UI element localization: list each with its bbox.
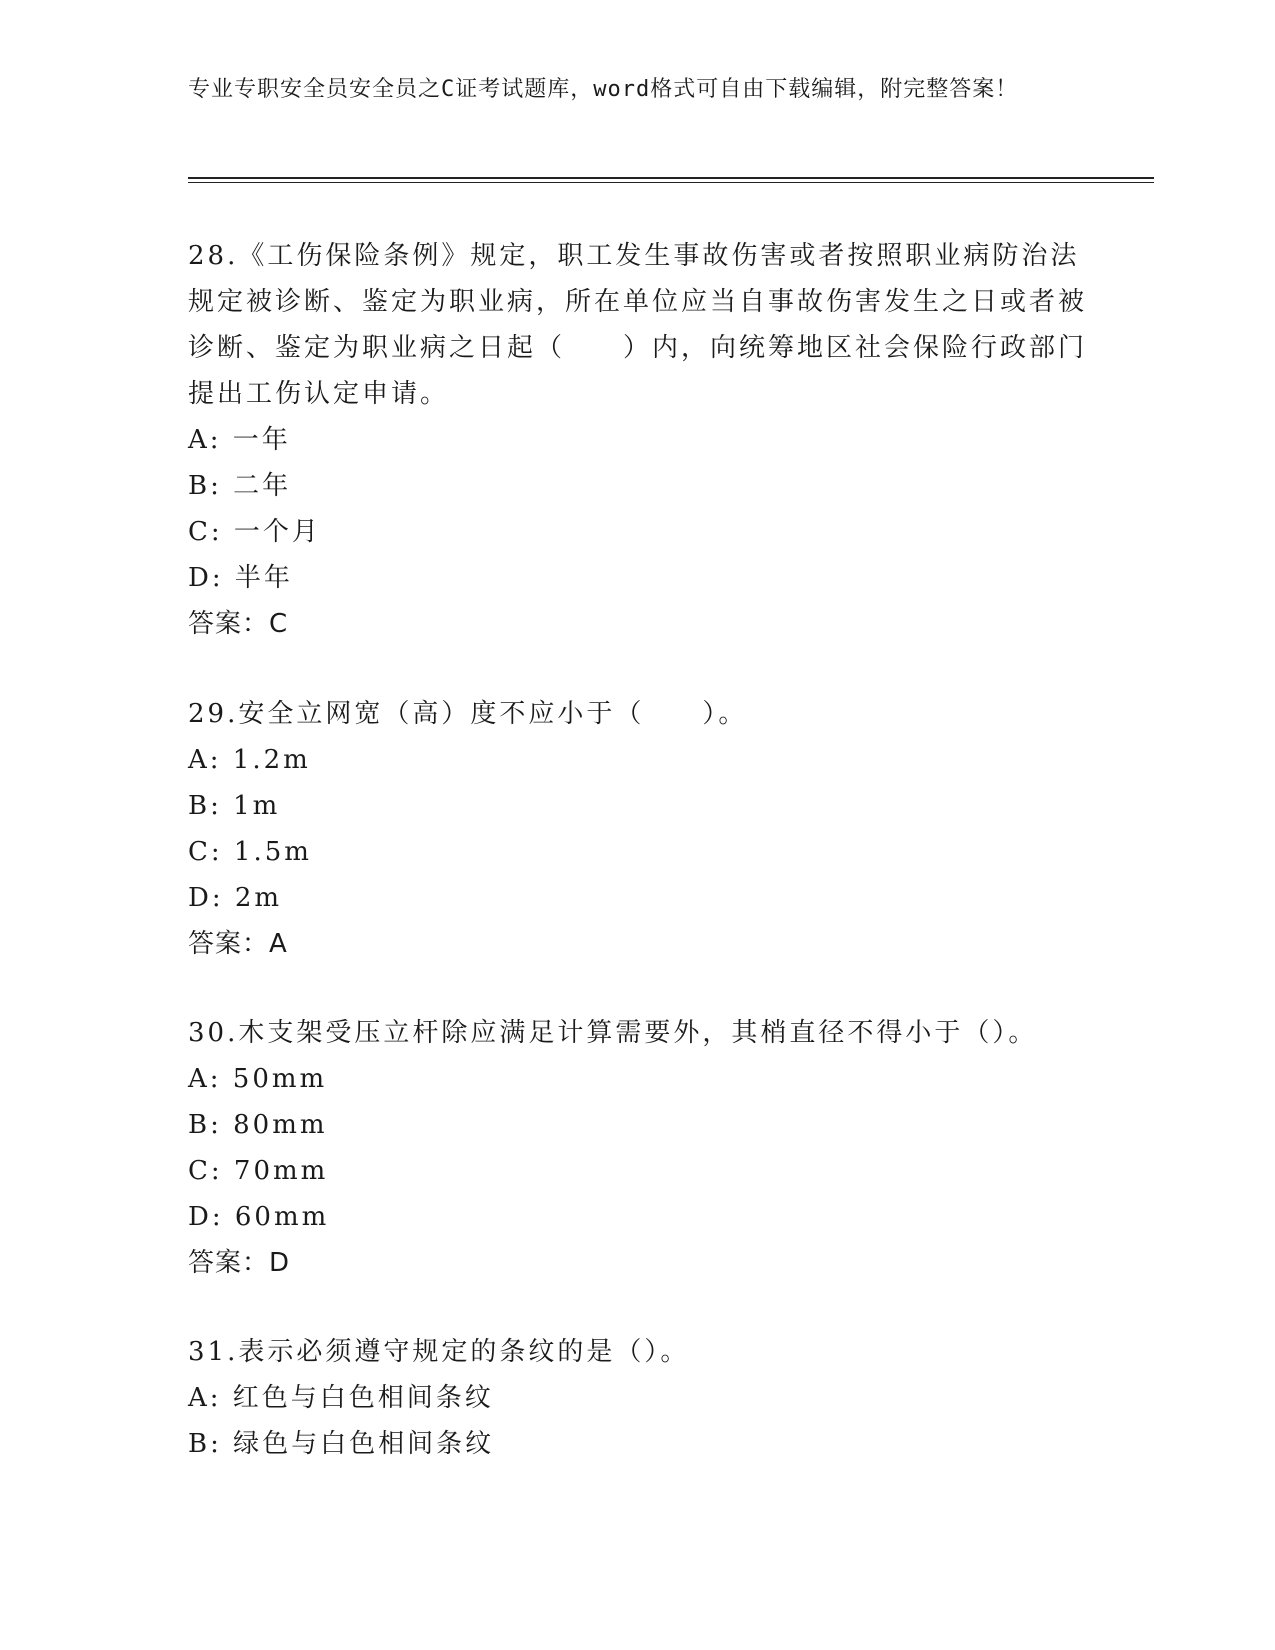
question-31 [188,1329,1088,1467]
option-b: B: 绿色与白色相间条纹 [188,1429,495,1459]
option-c: C: 一个月 [188,517,321,547]
answer-text: 答案：C [188,609,289,639]
question-28 [188,233,1088,647]
option-b: B: 1m [188,791,281,821]
question-text: 29.安全立网宽（高）度不应小于（ ）。 [188,699,748,729]
option-c: C: 70mm [188,1156,329,1186]
option-a: A: 红色与白色相间条纹 [188,1383,494,1413]
question-text: 28.《工伤保险条例》规定，职工发生事故伤害或者按照职业病防治法规定被诊断、鉴定为职业病，所在单位应当自事故伤害发生之日或者被诊断、鉴定为职业病之日起（ ）内，向统筹地区社会保险行政部门提出工伤认定申请。 [188,241,1088,409]
option-c: C: 1.5m [188,837,312,867]
question-30 [188,1010,1088,1286]
question-29 [188,691,1088,967]
answer-text: 答案：D [188,1248,291,1278]
question-text: 31.表示必须遵守规定的条纹的是（）。 [188,1337,690,1367]
header-divider-thin [188,182,1154,183]
question-text: 30.木支架受压立杆除应满足计算需要外，其梢直径不得小于（）。 [188,1018,1038,1048]
option-b: B: 二年 [188,471,292,501]
option-a: A: 一年 [188,425,291,455]
option-b: B: 80mm [188,1110,328,1140]
option-d: D: 2m [188,883,283,913]
document-header: 专业专职安全员安全员之C证考试题库，word格式可自由下载编辑，附完整答案！ [188,77,1019,102]
option-a: A: 50mm [188,1064,328,1094]
header-divider [188,177,1154,179]
option-d: D: 半年 [188,563,293,593]
answer-text: 答案：A [188,929,288,959]
option-d: D: 60mm [188,1202,330,1232]
option-a: A: 1.2m [188,745,311,775]
